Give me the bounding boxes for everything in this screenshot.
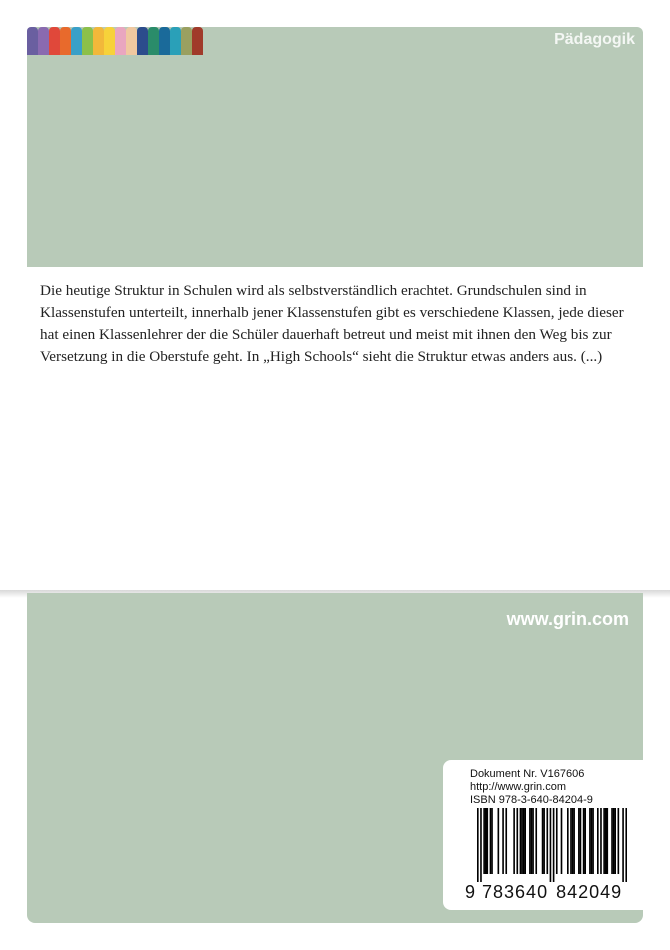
barcode-bar	[477, 808, 479, 882]
barcode-bar	[529, 808, 531, 874]
document-info	[470, 768, 593, 807]
barcode-bar	[520, 808, 522, 874]
barcode-bar	[606, 808, 608, 874]
barcode-bar	[580, 808, 582, 874]
barcode-bar	[614, 808, 616, 874]
barcode-bar	[535, 808, 537, 874]
barcode-bar	[613, 808, 615, 874]
publisher-website: www.grin.com	[506, 609, 629, 629]
barcode-bar	[589, 808, 591, 874]
barcode-bar	[591, 808, 593, 874]
color-swatch	[60, 27, 71, 55]
barcode-bar	[505, 808, 507, 874]
barcode-bar	[611, 808, 613, 874]
top-color-panel	[27, 27, 643, 267]
color-swatch	[137, 27, 148, 55]
color-swatch	[170, 27, 181, 55]
barcode-bar	[483, 808, 485, 874]
barcode-digits	[465, 882, 622, 903]
barcode-bar	[618, 808, 620, 874]
barcode-bar	[605, 808, 607, 874]
barcode-bar	[556, 808, 558, 874]
color-swatch	[148, 27, 159, 55]
barcode-image	[477, 808, 627, 882]
document-url: http://www.grin.com	[470, 781, 566, 793]
barcode-bar	[622, 808, 624, 882]
barcode-bar	[573, 808, 575, 874]
barcode-bar	[486, 808, 488, 874]
color-swatch	[192, 27, 203, 55]
barcode-bar	[485, 808, 487, 874]
barcode-bar	[625, 808, 627, 882]
barcode-bar	[491, 808, 493, 874]
barcode-bar	[531, 808, 533, 874]
barcode-bar	[480, 808, 482, 882]
barcode-bar	[546, 808, 548, 874]
barcode-bar	[584, 808, 586, 874]
barcode-bar	[567, 808, 569, 874]
barcode-first-digit: 9	[465, 882, 477, 902]
barcode-bar	[542, 808, 544, 874]
color-swatch	[82, 27, 93, 55]
document-number: Dokument Nr. V167606	[470, 768, 585, 780]
barcode-bar	[502, 808, 504, 874]
barcode-bar	[600, 808, 602, 874]
barcode-bar	[490, 808, 492, 874]
barcode-bar	[524, 808, 526, 874]
color-swatch	[71, 27, 82, 55]
barcode-box	[443, 760, 643, 910]
barcode-bar	[583, 808, 585, 874]
book-description: Die heutige Struktur in Schulen wird als selbstverständlich erachtet. Grundschulen sind in Klassenstufen unterteilt, innerhalb jener Klassenstufen gibt es verschiedene Klassen, jede dieser hat einen Klassenlehrer der die Schüler dauerhaft betreut und meist mit ihnen den Weg bis zur Versetzung in die Oberstufe geht. In „High Schools“ sieht die Struktur etwas anders aus. (...)	[40, 282, 624, 365]
barcode-bar	[578, 808, 580, 874]
barcode-bar	[570, 808, 572, 874]
barcode-bar	[592, 808, 594, 874]
barcode-bar	[553, 808, 555, 882]
color-swatch	[181, 27, 192, 55]
barcode-bar	[516, 808, 518, 874]
barcode-bar	[603, 808, 605, 874]
color-swatch	[38, 27, 49, 55]
barcode-bar	[550, 808, 552, 882]
barcode-bar	[561, 808, 563, 874]
category-label: Pädagogik	[554, 31, 635, 48]
color-swatch	[49, 27, 60, 55]
color-swatch	[104, 27, 115, 55]
barcode-bar	[523, 808, 525, 874]
color-swatch	[126, 27, 137, 55]
color-swatch	[115, 27, 126, 55]
color-strip	[27, 27, 203, 55]
barcode-bar	[513, 808, 515, 874]
color-swatch	[159, 27, 170, 55]
isbn-number: ISBN 978-3-640-84204-9	[470, 794, 593, 806]
color-swatch	[93, 27, 104, 55]
barcode-bar	[597, 808, 599, 874]
barcode-bar	[498, 808, 500, 874]
barcode-bar	[543, 808, 545, 874]
barcode-left-digits: 783640	[482, 882, 549, 902]
barcode-bar	[521, 808, 523, 874]
barcode-bar	[532, 808, 534, 874]
barcode-right-digits: 842049	[556, 882, 623, 902]
barcode-bar	[572, 808, 574, 874]
color-swatch	[27, 27, 38, 55]
